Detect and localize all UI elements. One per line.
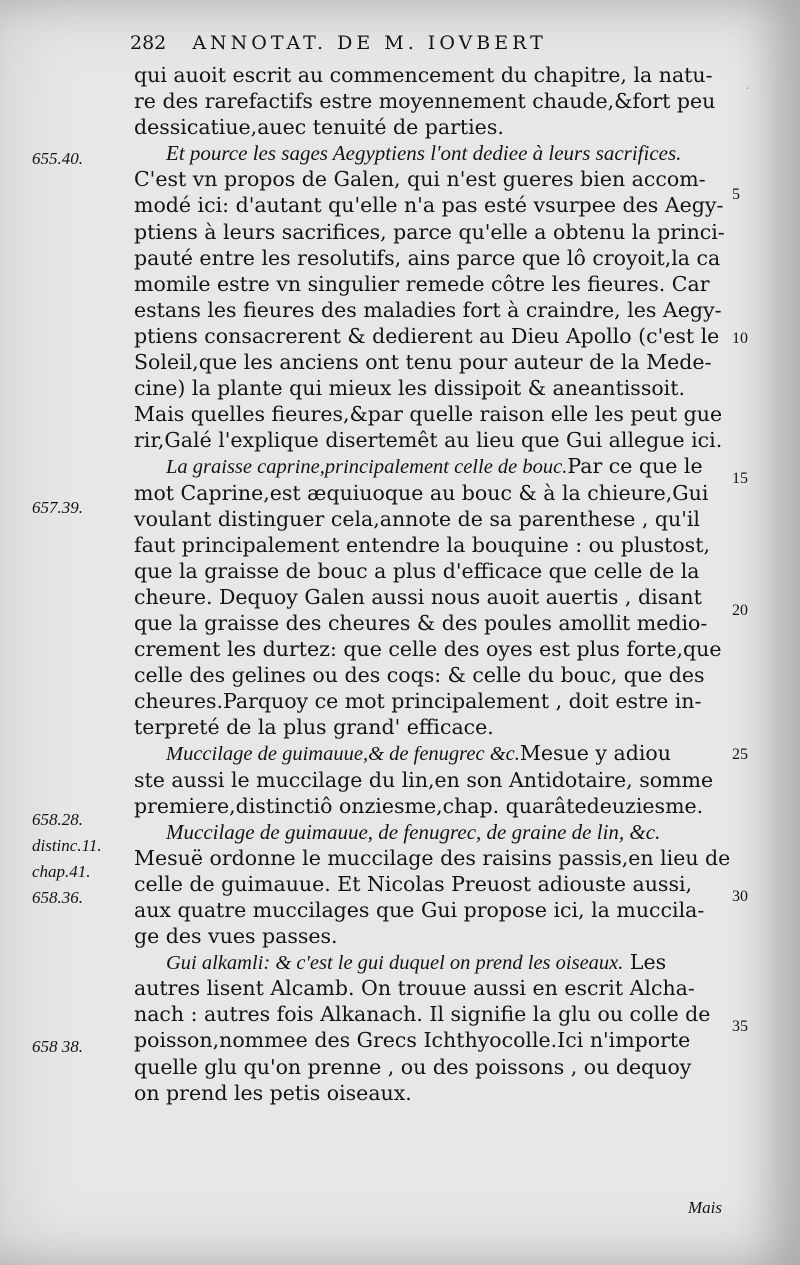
text-line: ste aussi le muccilage du lin,en son Antidotaire, somme [134, 767, 714, 792]
text-line: modé ici: d'autant qu'elle n'a pas esté vsurpee des Aegy- [134, 193, 724, 218]
running-title: ANNOTAT. DE M. IOVBERT [192, 32, 547, 54]
text-line: C'est vn propos de Galen, qui n'est gueres bien accom- [134, 167, 706, 192]
text-line: pauté entre les resolutifs, ains parce que lô croyoit,la ca [134, 245, 721, 270]
line-number: 5 [732, 186, 740, 203]
line-number: 20 [732, 602, 748, 619]
text-line: cheure. Dequoy Galen aussi nous auoit auertis , disant [134, 584, 702, 609]
text-line: que la graisse de bouc a plus d'efficace que celle de la [134, 558, 700, 583]
text-line: ptiens consacrerent & dedierent au Dieu Apollo (c'est le [134, 323, 720, 348]
margin-reference: distinc.11. [32, 836, 102, 855]
text-line: faut principalement entendre la bouquine : ou plustost, [134, 532, 710, 557]
text-line: mot Caprine,est æquiuoque au bouc & à la chieure,Gui [134, 480, 709, 505]
lemma-heading: Muccilage de guimauue,& de fenugrec &c. [166, 743, 520, 766]
lemma-heading: Gui alkamli: & c'est le gui duquel on prend les oiseaux. [166, 952, 624, 975]
text-line: que la graisse des cheures & des poules amollit medio- [134, 610, 708, 635]
lemma-continuation: Par ce que le [567, 454, 703, 479]
text-line: Soleil,que les anciens ont tenu pour auteur de la Mede- [134, 350, 712, 375]
text-line: rir,Galé l'explique disertemêt au lieu que Gui allegue ici. [134, 428, 723, 453]
lemma-continuation: Les [629, 950, 667, 975]
line-number: 30 [732, 888, 748, 905]
margin-reference: 658 38. [32, 1037, 83, 1056]
text-line: re des rarefactifs estre moyennement chaude,&fort peu [134, 89, 716, 114]
margin-reference: 658.36. [32, 888, 83, 907]
lemma-heading: Muccilage de guimauue, de fenugrec, de graine de lin, &c. [166, 819, 661, 844]
line-number: 35 [732, 1018, 748, 1035]
text-line: voulant distinguer cela,annote de sa parenthese , qu'il [134, 506, 700, 531]
text-line: ge des vues passes. [134, 924, 338, 949]
text-line: celle des gelines ou des coqs: & celle du bouc, que des [134, 663, 705, 688]
text-line: premiere,distinctiô onziesme,chap. quarâtedeuziesme. [134, 793, 704, 818]
lemma-continuation: Mesue y adiou [519, 741, 671, 766]
text-block [134, 62, 740, 1106]
text-line: aux quatre muccilages que Gui propose ici, la muccila- [134, 898, 705, 922]
text-line: momile estre vn singulier remede côtre les fieures. Car [134, 271, 710, 296]
margin-reference: chap.41. [32, 862, 91, 881]
page-number: 282 [130, 32, 167, 54]
catchword: Mais [688, 1198, 722, 1217]
text-line: on prend les petis oiseaux. [134, 1080, 412, 1105]
lemma-line [134, 740, 740, 766]
text-line: estans les fieures des maladies fort à craindre, les Aegy- [134, 297, 722, 322]
text-line: cheures.Parquoy ce mot principalement , doit estre in- [134, 689, 702, 714]
text-line: ptiens à leurs sacrifices, parce qu'elle a obtenu la princi- [134, 219, 725, 244]
text-line: nach : autres fois Alkanach. Il signifie la glu ou colle de [134, 1002, 711, 1027]
line-number: 10 [732, 330, 748, 347]
margin-reference: 657.39. [32, 498, 83, 517]
running-header [130, 32, 690, 54]
text-line: quelle glu qu'on prenne , ou des poissons , ou dequoy [134, 1054, 692, 1079]
text-line: terpreté de la plus grand' efficace. [134, 715, 494, 740]
text-line: Mais quelles fieures,&par quelle raison elle les peut gue [134, 402, 723, 427]
text-line: qui auoit escrit au commencement du chapitre, la natu- [134, 63, 713, 87]
lemma-heading: Et pource les sages Aegyptiens l'ont dediee à leurs sacrifices. [166, 141, 682, 166]
line-number: 15 [732, 470, 748, 487]
text-line: dessicatiue,auec tenuité de parties. [134, 115, 504, 140]
text-line: Mesuë ordonne le muccilage des raisins passis,en lieu de [134, 845, 731, 870]
text-line: cine) la plante qui mieux les dissipoit & aneantissoit. [134, 376, 685, 401]
margin-reference: 655.40. [32, 149, 83, 168]
text-line: crement les durtez: que celle des oyes est plus forte,que [134, 637, 722, 662]
line-number: 25 [732, 746, 748, 763]
lemma-heading: La graisse caprine,principalement celle de bouc. [166, 456, 568, 479]
lemma-line [134, 453, 740, 479]
lemma-line [134, 949, 740, 975]
text-line: poisson,nommee des Grecs Ichthyocolle.Ici n'importe [134, 1028, 691, 1053]
bleed-through-mark: · [745, 82, 750, 97]
text-line: autres lisent Alcamb. On trouue aussi en escrit Alcha- [134, 976, 695, 1001]
text-line: celle de guimauue. Et Nicolas Preuost adiouste aussi, [134, 871, 693, 896]
margin-reference: 658.28. [32, 810, 83, 829]
